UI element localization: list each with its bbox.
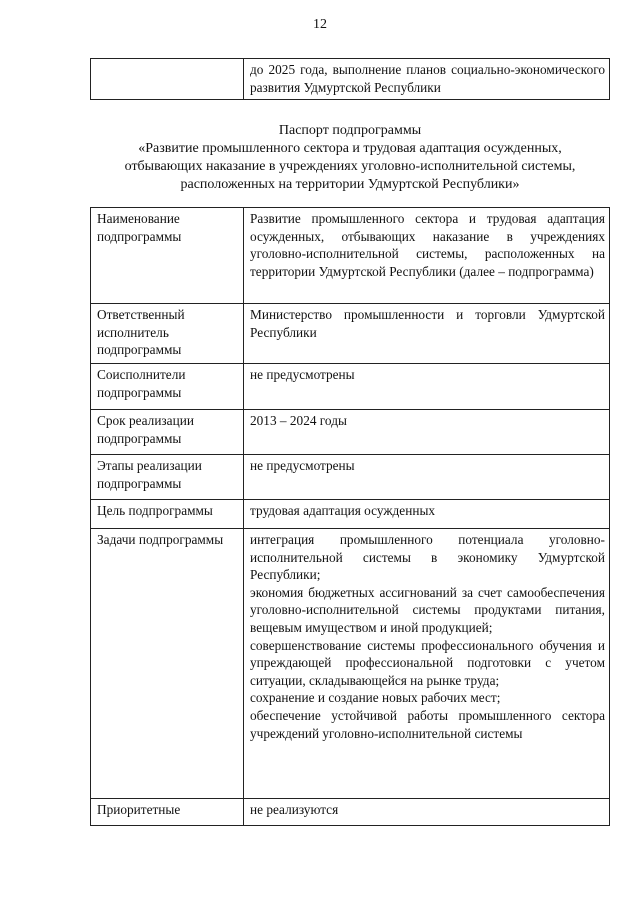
table-row: [91, 410, 610, 455]
table-row: [91, 364, 610, 410]
task-item: сохранение и создание новых рабочих мест;: [250, 690, 501, 706]
row-label: Соисполнители подпрограммы: [91, 364, 244, 410]
row-label: Цель подпрограммы: [91, 500, 244, 529]
row-label: Ответственный исполнитель подпрограммы: [91, 304, 244, 364]
row-value: [244, 529, 610, 799]
table-row: [91, 59, 610, 100]
page-number: 12: [313, 17, 327, 32]
empty-cell: [91, 59, 244, 100]
row-value: не предусмотрены: [244, 455, 610, 500]
row-label: Срок реализации подпрограммы: [91, 410, 244, 455]
title-line: Паспорт подпрограммы: [278, 123, 422, 138]
title-line: расположенных на территории Удмуртской Республики»: [180, 177, 520, 192]
table-row: [91, 799, 610, 826]
row-label: Приоритетные: [91, 799, 244, 826]
title-line: отбывающих наказание в учреждениях уголовно-исполнительной системы,: [124, 159, 576, 174]
row-label: Наименование подпрограммы: [91, 208, 244, 304]
passport-title: [90, 122, 610, 194]
row-value: Развитие промышленного сектора и трудовая адаптация осужденных, отбывающих наказание в учреждениях уголовно-исполнительной системы, расположенных на территории Удмуртской Республики (далее – подпрограмма): [244, 208, 610, 304]
row-value: трудовая адаптация осужденных: [244, 500, 610, 529]
table-row: [91, 455, 610, 500]
task-item: интеграция промышленного потенциала уголовно-исполнительной системы в экономику Удмуртской Республики;: [250, 532, 605, 583]
continuation-table: [90, 58, 610, 100]
table-row: [91, 208, 610, 304]
task-item: совершенствование системы профессионального обучения и упреждающей профессиональной подготовки с учетом ситуации, складывающейся на рынке труда;: [250, 637, 605, 688]
continuation-text: до 2025 года, выполнение планов социально-экономического развития Удмуртской Республики: [244, 59, 610, 100]
table-row: [91, 529, 610, 799]
row-value: Министерство промышленности и торговли Удмуртской Республики: [244, 304, 610, 364]
row-label: Этапы реализации подпрограммы: [91, 455, 244, 500]
row-value: не предусмотрены: [244, 364, 610, 410]
row-value: не реализуются: [244, 799, 610, 826]
task-item: обеспечение устойчивой работы промышленного сектора учреждений уголовно-исполнительной системы: [250, 707, 605, 741]
task-item: экономия бюджетных ассигнований за счет самообеспечения уголовно-исполнительной системы продуктами питания, вещевым имуществом и иной продукцией;: [250, 584, 605, 635]
table-row: [91, 304, 610, 364]
passport-table: [90, 207, 610, 826]
row-label: Задачи подпрограммы: [91, 529, 244, 799]
title-line: «Развитие промышленного сектора и трудовая адаптация осужденных,: [138, 141, 562, 156]
row-value: 2013 – 2024 годы: [244, 410, 610, 455]
table-row: [91, 500, 610, 529]
